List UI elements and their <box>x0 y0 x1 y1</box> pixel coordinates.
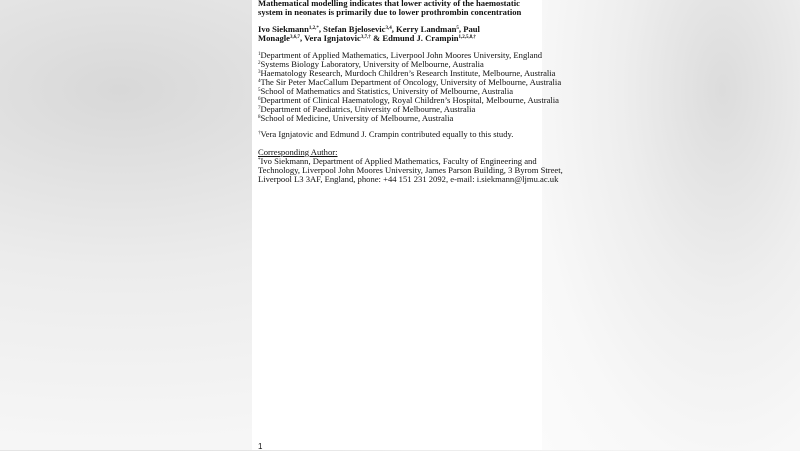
author-name: Monagle <box>258 33 290 43</box>
author-sep: , <box>299 33 305 43</box>
author-sup: 5 <box>456 26 459 31</box>
author-name: Ivo Siekmann <box>258 24 309 34</box>
background-right <box>542 0 800 450</box>
author-sep: & <box>370 33 383 43</box>
affiliation-number: 7 <box>258 106 261 111</box>
author-sep: , <box>391 24 397 34</box>
author-name: Vera Ignjatovic <box>304 33 361 43</box>
affiliation-text: Department of Applied Mathematics, Liverpool John Moores University, England <box>260 50 543 60</box>
author-sup: 1,2,* <box>308 26 319 31</box>
affiliation-number: 6 <box>258 97 261 102</box>
title-line-2: system in neonates is primarily due to lower prothrombin concentration <box>258 7 522 17</box>
footnote-mark: † <box>258 131 261 136</box>
affiliation-number: 1 <box>258 52 261 57</box>
affiliation-text: School of Mathematics and Statistics, University of Melbourne, Australia <box>260 86 514 96</box>
author-name: Edmund J. Crampin <box>382 33 459 43</box>
corresponding-line: Technology, Liverpool John Moores University, James Parson Building, 3 Byrom Street, <box>258 165 563 175</box>
affiliation-text: Haematology Research, Murdoch Children’s Research Institute, Melbourne, Australia <box>260 68 556 78</box>
affiliation <box>258 114 453 123</box>
affiliation-text: The Sir Peter MacCallum Department of Oncology, University of Melbourne, Australia <box>260 77 562 87</box>
affiliation-number: 3 <box>258 70 261 75</box>
affiliation-text: School of Medicine, University of Melbourne, Australia <box>260 113 454 123</box>
equal-contribution-note <box>258 130 513 139</box>
footnote-mark: * <box>258 158 261 163</box>
title-line-1: Mathematical modelling indicates that lower activity of the haemostatic <box>258 0 520 8</box>
author-sup: 3,7,† <box>360 35 371 40</box>
corresponding-text: Ivo Siekmann, Department of Applied Mathematics, Faculty of Engineering and <box>260 156 537 166</box>
author-sup: 1,2,5,8,† <box>458 35 477 40</box>
affiliation-text: Department of Paediatrics, University of Melbourne, Australia <box>260 104 476 114</box>
affiliation-number: 4 <box>258 79 261 84</box>
document-page <box>252 0 563 451</box>
author-name: Stefan Bjelosevic <box>323 24 386 34</box>
author-name: Kerry Landman <box>396 24 457 34</box>
author-sep: , Paul <box>458 24 480 34</box>
page-number: 1 <box>258 442 263 451</box>
affiliation-text: Department of Clinical Haematology, Royal Children’s Hospital, Melbourne, Australia <box>260 95 559 105</box>
authors-line-2 <box>258 34 476 43</box>
note-text: Vera Ignjatovic and Edmund J. Crampin contributed equally to this study. <box>260 129 514 139</box>
author-sup: 3,6,7 <box>289 35 300 40</box>
corresponding-heading: Corresponding Author: <box>258 147 338 157</box>
author-sep: , <box>318 24 324 34</box>
author-sup: 3,4 <box>385 26 392 31</box>
affiliation-text: Systems Biology Laboratory, University of Melbourne, Australia <box>260 59 484 69</box>
affiliation-number: 5 <box>258 88 261 93</box>
affiliation-number: 8 <box>258 115 261 120</box>
affiliation-number: 2 <box>258 61 261 66</box>
corresponding-line: Liverpool L3 3AF, England, phone: +44 151 231 2092, e-mail: i.siekmann@ljmu.ac.uk <box>258 174 559 184</box>
